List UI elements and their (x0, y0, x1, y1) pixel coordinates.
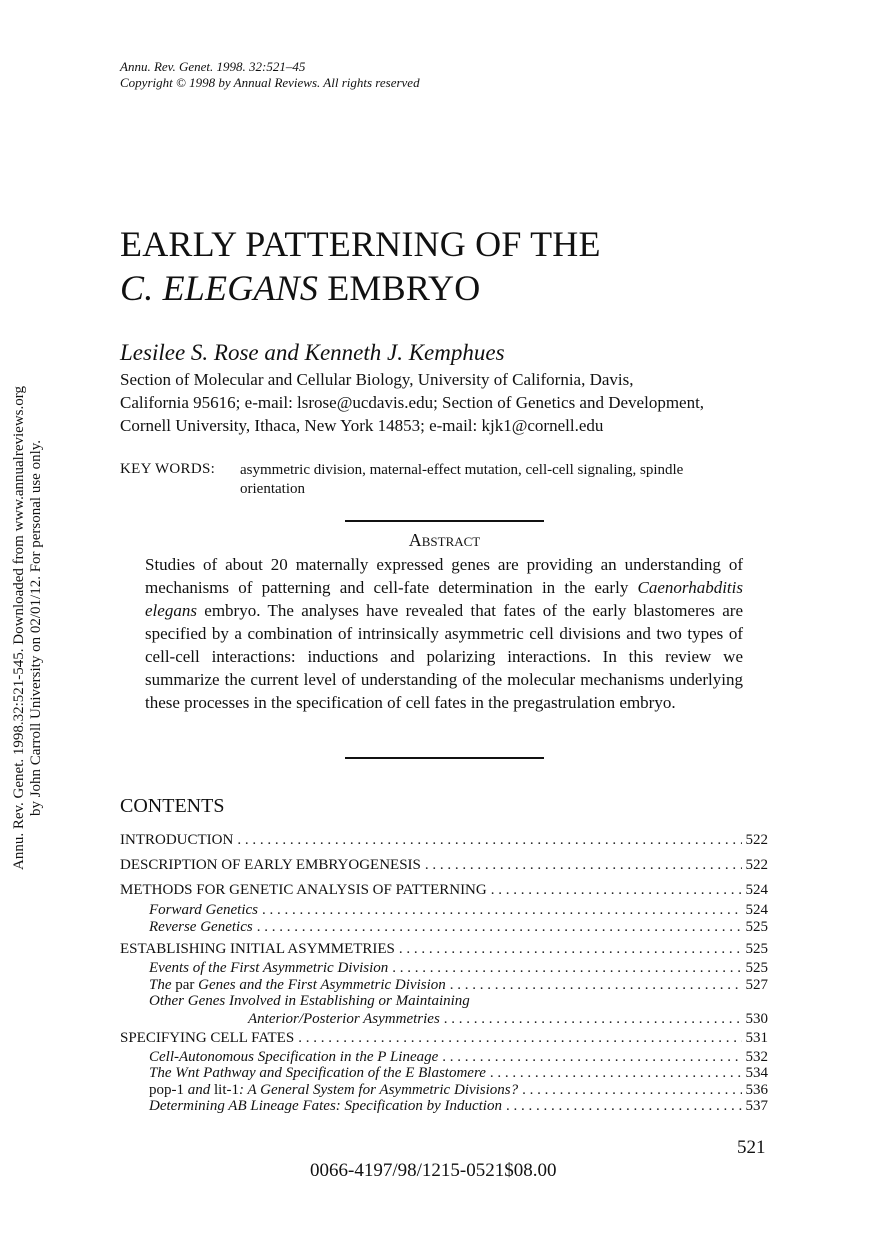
toc-subentry: The par Genes and the First Asymmetric Division . . . 527 (120, 977, 768, 994)
abstract-species: Caenorhabditis elegans (145, 578, 743, 620)
species-name: C. ELEGANS (120, 268, 319, 308)
copyright-line: Copyright © 1998 by Annual Reviews. All rights reserved (120, 75, 420, 90)
keywords-text: asymmetric division, maternal-effect mutation, cell-cell signaling, spindle orientation (240, 462, 684, 497)
toc-entry: SPECIFYING CELL FATES . . . 531 (120, 1028, 768, 1049)
article-title-line1: EARLY PATTERNING OF THE (120, 224, 601, 264)
download-notice-text (11, 386, 45, 870)
affiliation-line: California 95616; e-mail: lsrose@ucdavis.edu; Section of Genetics and Development, (120, 393, 705, 412)
download-notice-line1: Annu. Rev. Genet. 1998.32:521-545. Downloaded from www.annualreviews.org (11, 386, 27, 870)
abstract-heading: Abstract (408, 530, 481, 550)
affiliation-line: Cornell University, Ithaca, New York 14853; e-mail: kjk1@cornell.edu (120, 416, 604, 435)
toc-subentry: pop-1 and lit-1: A General System for Asymmetric Divisions? . . . 536 (120, 1082, 768, 1099)
toc-subentry: Cell-Autonomous Specification in the P Lineage . . . 532 (120, 1049, 768, 1066)
price-code: 0066-4197/98/1215-0521$08.00 (310, 1160, 557, 1181)
toc-entry: DESCRIPTION OF EARLY EMBRYOGENESIS . . . 522 (120, 855, 768, 880)
table-of-contents (120, 830, 768, 1115)
title-embryo-word: EMBRYO (318, 268, 481, 308)
toc-subentry-continued: Anterior/Posterior Asymmetries . . . 530 (120, 1010, 768, 1028)
affiliations (120, 368, 780, 437)
keywords-label: KEY WORDS: (120, 461, 216, 477)
toc-subentry: Forward Genetics . . . 524 (120, 902, 768, 919)
article-title-line2 (120, 268, 480, 308)
toc-entry: INTRODUCTION . . . 522 (120, 830, 768, 855)
toc-entry: METHODS FOR GENETIC ANALYSIS OF PATTERNING . . . 524 (120, 880, 768, 902)
contents-heading: CONTENTS (120, 795, 225, 817)
toc-subentry: Other Genes Involved in Establishing or Maintaining (149, 993, 470, 1009)
abstract-bottom-rule (345, 757, 544, 759)
toc-subentry: Events of the First Asymmetric Division . . . 525 (120, 960, 768, 977)
abstract-top-rule (345, 520, 544, 522)
toc-subentry: The Wnt Pathway and Specification of the E Blastomere . . . 534 (120, 1065, 768, 1082)
author-list: Lesilee S. Rose and Kenneth J. Kemphues (120, 340, 505, 365)
page-number: 521 (737, 1137, 766, 1158)
journal-citation: Annu. Rev. Genet. 1998. 32:521–45 (120, 59, 306, 74)
abstract-body: Studies of about 20 maternally expressed genes are providing an understanding of mechanisms of patterning and cell-fate determination in the early Caenorhabditis elegans embryo. The analyses have revealed that fates of the early blastomeres are specified by a combination of intrinsically asymmetric cell divisions and two types of cell-cell interactions: inductions and polarizing interactions. In this review we summarize the current level of understanding of the molecular mechanisms underlying these processes in the specification of cell fates in the pregastrulation embryo. (145, 555, 743, 712)
toc-subentry: Determining AB Lineage Fates: Specification by Induction . . . 537 (120, 1098, 768, 1115)
download-notice-line2: by John Carroll University on 02/01/12. For personal use only. (28, 439, 44, 817)
toc-subentry: Reverse Genetics . . . 525 (120, 919, 768, 936)
download-notice-sidebar (0, 0, 50, 1253)
affiliation-line: Section of Molecular and Cellular Biology, University of California, Davis, (120, 370, 634, 389)
toc-entry: ESTABLISHING INITIAL ASYMMETRIES . . . 525 (120, 939, 768, 960)
